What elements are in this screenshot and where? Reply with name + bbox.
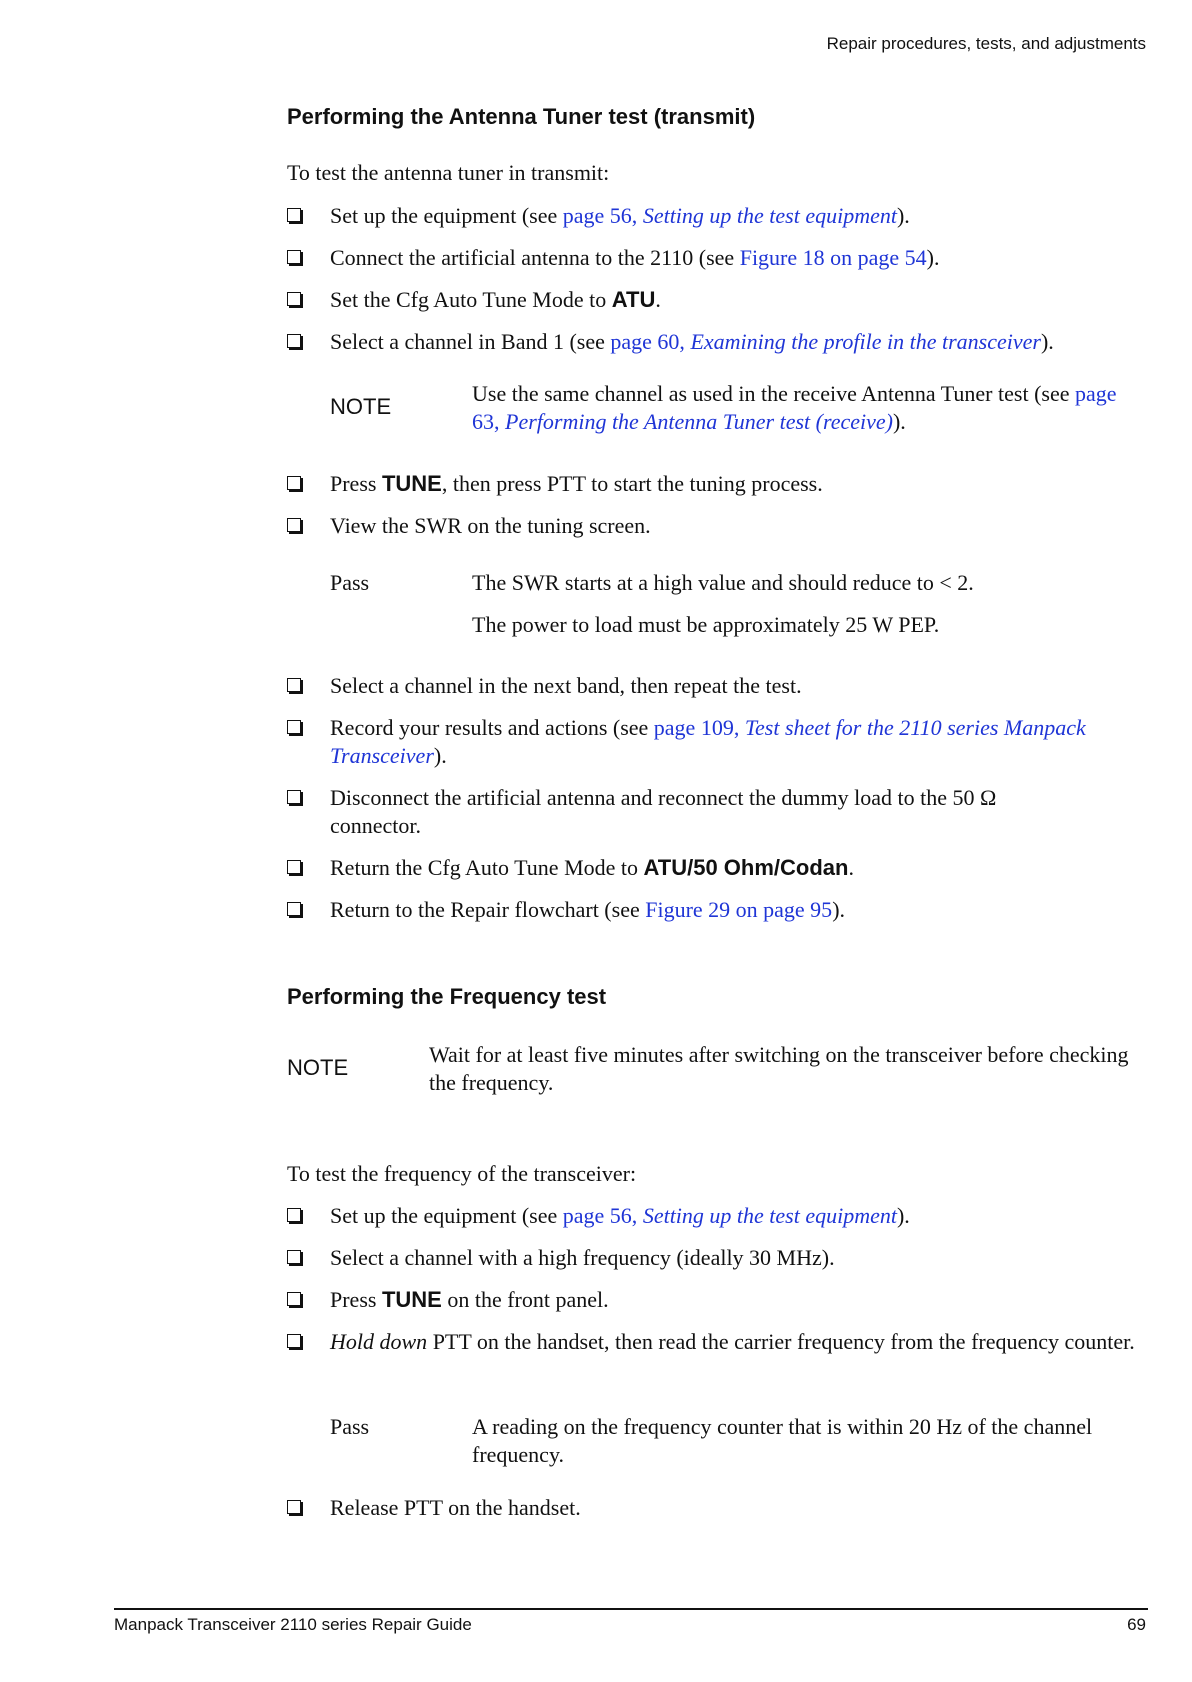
auto-tune-mode-value: ATU/50 Ohm/Codan — [643, 855, 849, 880]
checkbox-icon — [287, 860, 301, 874]
pass-label: Pass — [330, 570, 370, 595]
checkbox-icon — [287, 902, 301, 916]
tune-key: TUNE — [381, 471, 442, 496]
checkbox-icon — [287, 518, 301, 532]
note-label: NOTE — [287, 1055, 349, 1080]
checkbox-icon — [287, 476, 301, 490]
pass-label: Pass — [330, 1414, 370, 1439]
tune-key: TUNE — [381, 1287, 442, 1312]
checkbox-icon — [287, 1250, 301, 1264]
checkbox-icon — [287, 1292, 301, 1306]
checkbox-icon — [287, 678, 301, 692]
step-press-tune-front-panel: Press TUNE on the front panel. — [287, 1286, 1147, 1314]
step-setup-equipment: Set up the equipment (see page 56, Setting up the test equipment). — [287, 202, 1147, 230]
checkbox-icon — [287, 208, 301, 222]
footer-doc-title: Manpack Transceiver 2110 series Repair Guide — [114, 1615, 472, 1634]
step-disconnect-antenna: Disconnect the artificial antenna and reconnect the dummy load to the 50 Ω connector. — [287, 784, 1087, 840]
note-text: Use the same channel as used in the receive Antenna Tuner test (see page 63, Performing the Antenna Tuner test (receive)). — [472, 381, 1117, 434]
link-figure-29[interactable]: Figure 29 on page 95 — [645, 897, 833, 922]
step-release-ptt: Release PTT on the handset. — [287, 1494, 1147, 1522]
checkbox-icon — [287, 720, 301, 734]
step-hold-down-ptt: Hold down PTT on the handset, then read the carrier frequency from the frequency counter. — [287, 1328, 1147, 1356]
link-figure-18[interactable]: Figure 18 on page 54 — [739, 245, 927, 270]
section1-intro: To test the antenna tuner in transmit: — [287, 160, 610, 185]
link-page-109[interactable]: page 109, Test sheet for the 2110 series Manpack Transceiver — [330, 715, 1086, 768]
step-return-flowchart: Return to the Repair flowchart (see Figure 29 on page 95). — [287, 896, 1147, 924]
atu-value: ATU — [611, 287, 656, 312]
page-number: 69 — [1127, 1615, 1146, 1634]
step-press-tune: Press TUNE, then press PTT to start the tuning process. — [287, 470, 1147, 498]
section-title-frequency-test: Performing the Frequency test — [287, 984, 607, 1009]
step-connect-antenna: Connect the artificial antenna to the 2110 (see Figure 18 on page 54). — [287, 244, 1147, 272]
checkbox-icon — [287, 250, 301, 264]
pass-criterion-frequency: A reading on the frequency counter that is within 20 Hz of the channel frequency. — [472, 1414, 1093, 1467]
step-select-band-1: Select a channel in Band 1 (see page 60, Examining the profile in the transceiver). — [287, 328, 1147, 356]
step-view-swr: View the SWR on the tuning screen. — [287, 512, 1147, 540]
footer-rule — [114, 1608, 1148, 1610]
note-text: Wait for at least five minutes after switching on the transceiver before checking the frequency. — [429, 1042, 1129, 1095]
pass-criterion-power: The power to load must be approximately 25 W PEP. — [472, 612, 940, 637]
step-set-auto-tune-atu: Set the Cfg Auto Tune Mode to ATU. — [287, 286, 1147, 314]
section2-intro: To test the frequency of the transceiver: — [287, 1161, 637, 1186]
section-title-antenna-tuner-transmit: Performing the Antenna Tuner test (transmit) — [287, 104, 756, 129]
step-setup-equipment: Set up the equipment (see page 56, Setting up the test equipment). — [287, 1202, 1147, 1230]
checkbox-icon — [287, 292, 301, 306]
checkbox-icon — [287, 1208, 301, 1222]
step-record-results: Record your results and actions (see page 109, Test sheet for the 2110 series Manpack Transceiver). — [287, 714, 1087, 770]
link-page-60[interactable]: page 60, Examining the profile in the transceiver — [610, 329, 1041, 354]
link-page-56[interactable]: page 56, Setting up the test equipment — [562, 1203, 897, 1228]
checkbox-icon — [287, 790, 301, 804]
step-return-auto-tune: Return the Cfg Auto Tune Mode to ATU/50 Ohm/Codan. — [287, 854, 1147, 882]
link-page-56[interactable]: page 56, Setting up the test equipment — [562, 203, 897, 228]
note-label: NOTE — [330, 394, 392, 419]
step-next-band: Select a channel in the next band, then repeat the test. — [287, 672, 1147, 700]
link-page-63[interactable]: page 63, Performing the Antenna Tuner test (receive) — [472, 381, 1117, 434]
running-header: Repair procedures, tests, and adjustments — [826, 34, 1146, 53]
step-select-high-frequency: Select a channel with a high frequency (ideally 30 MHz). — [287, 1244, 1147, 1272]
checkbox-icon — [287, 1500, 301, 1514]
pass-criterion-swr: The SWR starts at a high value and should reduce to < 2. — [472, 570, 974, 595]
checkbox-icon — [287, 1334, 301, 1348]
checkbox-icon — [287, 334, 301, 348]
